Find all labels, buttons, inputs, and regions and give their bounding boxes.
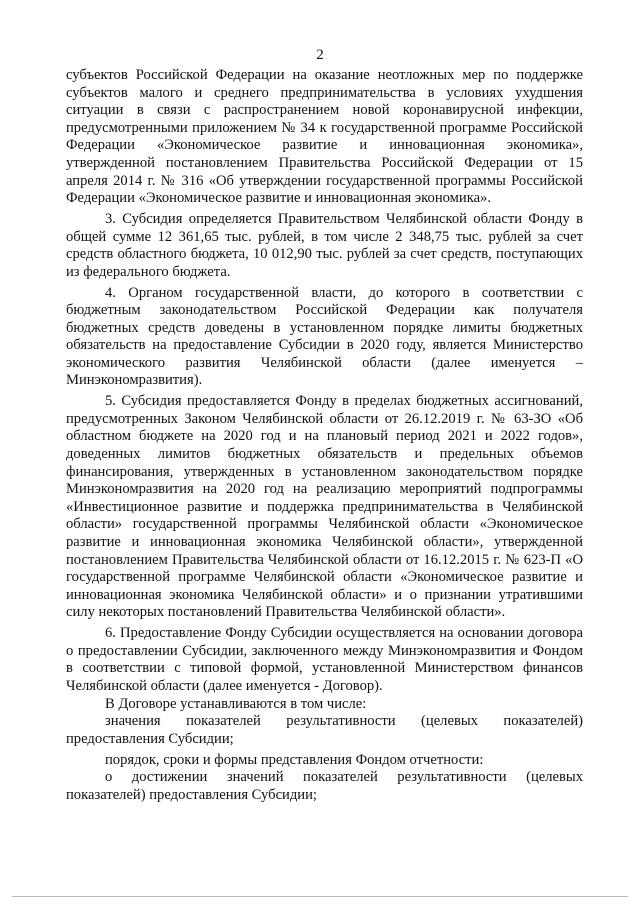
paragraph-indicator-achievement: о достижении значений показателей результативности (целевых показателей) предоставления Субсидии; [66, 769, 583, 803]
paragraph-indicator-values: значения показателей результативности (целевых показателей) предоставления Субсидии; [66, 713, 583, 747]
paragraph-reporting-procedure: порядок, сроки и формы представления Фондом отчетности: [105, 751, 484, 768]
paragraph-3-subsidy-amount: 3. Субсидия определяется Правительством Челябинской области Фонду в общей сумме 12 361,65 тыс. рублей, в том числе 2 348,75 тыс. рублей за счет средств областного бюджета, 10 012,90 тыс. рублей за счет средств, поступающих из федерального бюджета. [66, 210, 583, 280]
paragraph-5-budget-allocations: 5. Субсидия предоставляется Фонду в пределах бюджетных ассигнований, предусмотренных Законом Челябинской области от 26.12.2019 г. № 63-ЗО «Об областном бюджете на 2020 год и на плановый период 2021 и 2022 годов», доведенных лимитов бюджетных обязательств и предельных объемов финансирования, утвержденных в установленном законодательством порядке Минэкономразвития на 2020 год на реализацию мероприятий подпрограммы «Инвестиционное развитие и поддержка предпринимательства в Челябинской области» государственной программы Челябинской области «Экономическое развитие и инновационная экономика Челябинской области», утвержденной постановлением Правительства Челябинской области от 16.12.2015 г. № 623-П «О государственной программе Челябинской области «Экономическое развитие и инновационная экономика Челябинской области» и о признании утратившими силу некоторых постановлений Правительства Челябинской области». [66, 393, 583, 621]
paragraph-4-state-authority: 4. Органом государственной власти, до которого в соответствии с бюджетным законодательством Российской Федерации как получателя бюджетных средств доведены в установленном порядке лимиты бюджетных обязательств на предоставление Субсидии в 2020 году, является Министерство экономического развития Челябинской области (далее именуется – Минэкономразвития). [66, 284, 583, 389]
paragraph-agreement-contents: В Договоре устанавливаются в том числе: [105, 695, 367, 712]
page-number: 2 [316, 47, 324, 63]
bottom-rule [12, 896, 628, 897]
paragraph-6-agreement: 6. Предоставление Фонду Субсидии осуществляется на основании договора о предоставлении Субсидии, заключенного между Минэкономразвития и Фондом в соответствии с типовой формой, установленной Министерством финансов Челябинской области (далее именуется - Договор). [66, 625, 583, 694]
document-body [66, 67, 583, 804]
paragraph-continuation: субъектов Российской Федерации на оказание неотложных мер по поддержке субъектов малого и среднего предпринимательства в условиях ухудшения ситуации в связи с распространением новой коронавирусной инфекции, предусмотренными приложением № 34 к государственной программе Российской Федерации «Экономическое развитие и инновационная экономика», утвержденной постановлением Правительства Российской Федерации от 15 апреля 2014 г. № 316 «Об утверждении государственной программы Российской Федерации «Экономическое развитие и инновационная экономика». [66, 67, 583, 207]
